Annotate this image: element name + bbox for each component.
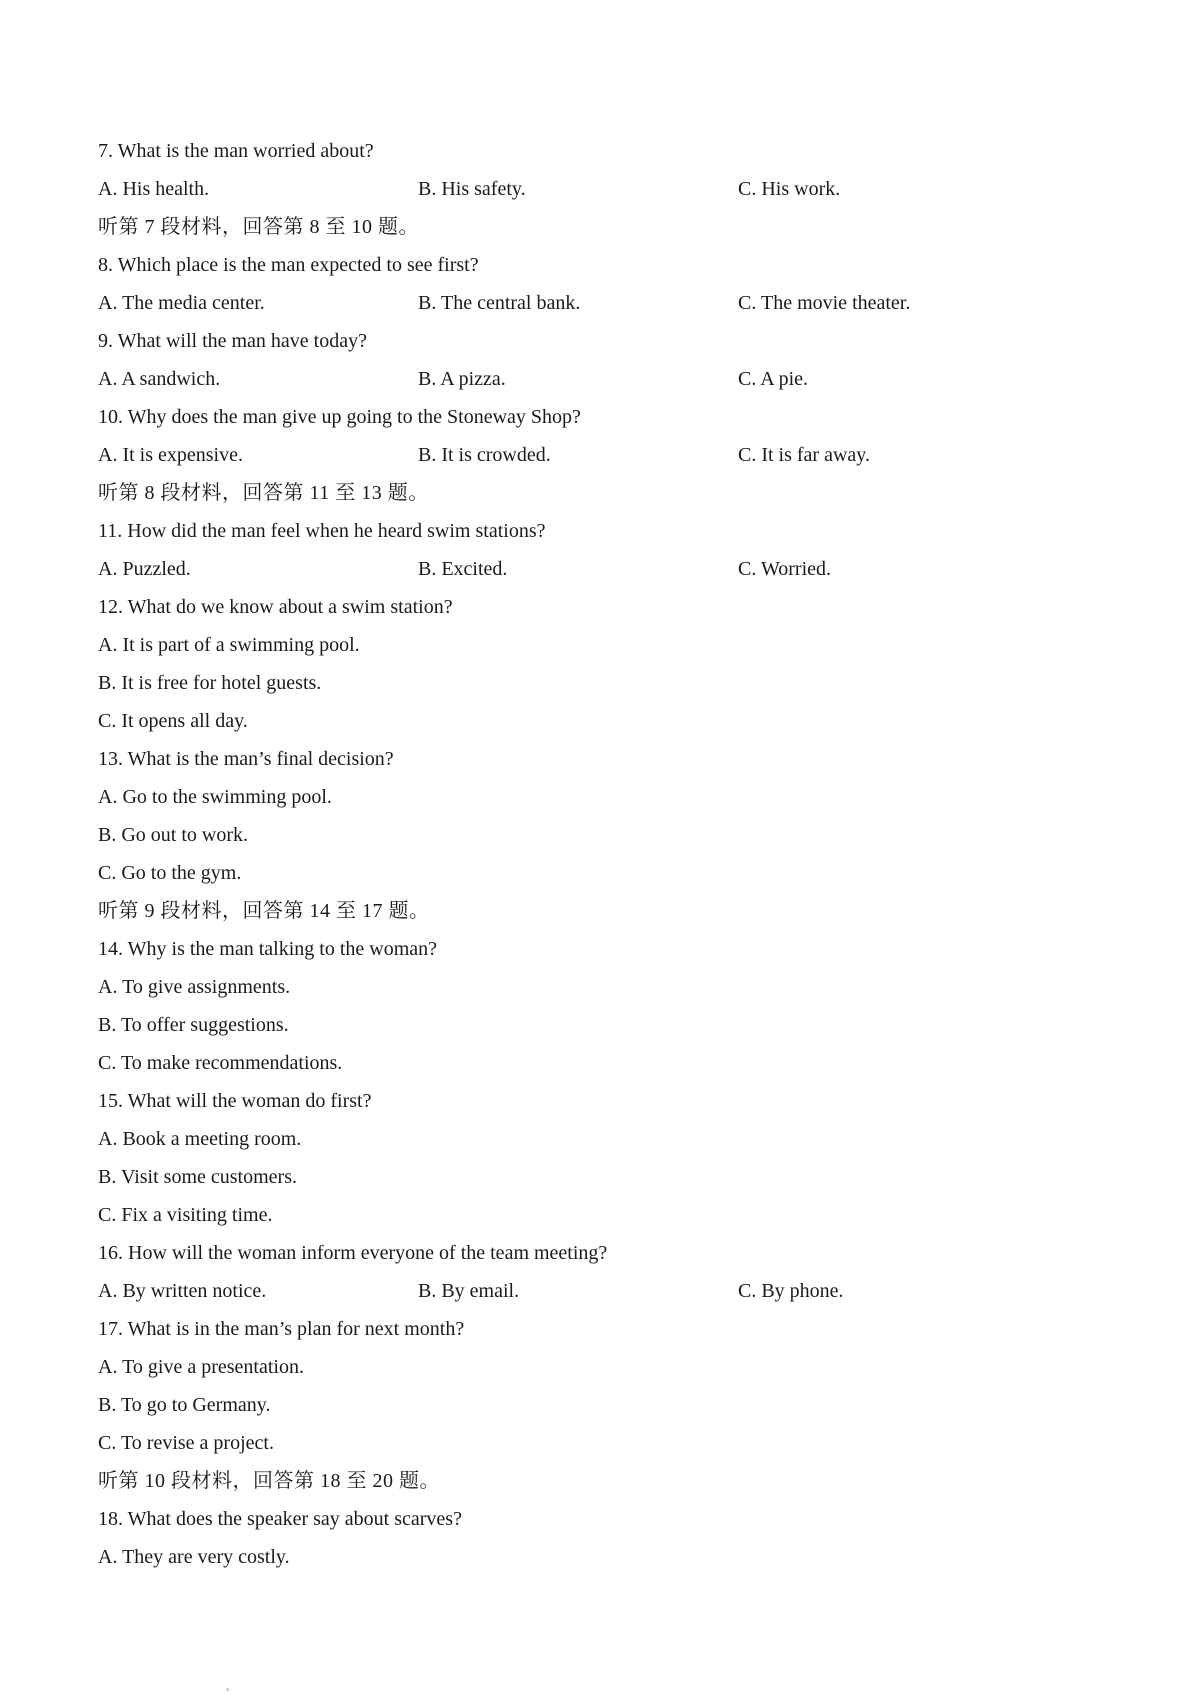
section-instruction: 听第 10 段材料，回答第 18 至 20 题。	[98, 1470, 440, 1492]
section-instruction: 听第 8 段材料，回答第 11 至 13 题。	[98, 482, 429, 504]
answer-option: B. Go out to work.	[98, 824, 248, 846]
options-row	[98, 1272, 1108, 1310]
question-text: 10. Why does the man give up going to the Stoneway Shop?	[98, 406, 581, 428]
question-text: 14. Why is the man talking to the woman?	[98, 938, 438, 960]
answer-option: A. They are very costly.	[98, 1546, 290, 1568]
answer-option: A. It is expensive.	[98, 444, 243, 466]
answer-option: C. A pie.	[738, 368, 809, 390]
question-text: 11. How did the man feel when he heard swim stations?	[98, 520, 546, 542]
answer-option: C. It is far away.	[738, 444, 870, 466]
section-instruction: 听第 7 段材料，回答第 8 至 10 题。	[98, 216, 419, 238]
question-text: 13. What is the man’s final decision?	[98, 748, 394, 770]
answer-option: A. Book a meeting room.	[98, 1128, 302, 1150]
answer-option: A. The media center.	[98, 292, 265, 314]
answer-option: A. His health.	[98, 178, 210, 200]
answer-option: B. Excited.	[418, 558, 508, 580]
answer-option: B. By email.	[418, 1280, 520, 1302]
answer-option: C. The movie theater.	[738, 292, 911, 314]
answer-option: B. His safety.	[418, 178, 526, 200]
answer-option: C. Go to the gym.	[98, 862, 242, 884]
options-row	[98, 550, 1108, 588]
answer-option: C. It opens all day.	[98, 710, 248, 732]
answer-option: B. The central bank.	[418, 292, 581, 314]
answer-option: B. To offer suggestions.	[98, 1014, 289, 1036]
question-text: 16. How will the woman inform everyone of the team meeting?	[98, 1242, 608, 1264]
question-text: 17. What is in the man’s plan for next month?	[98, 1318, 465, 1340]
answer-option: B. To go to Germany.	[98, 1394, 271, 1416]
answer-option: C. His work.	[738, 178, 841, 200]
answer-option: A. To give a presentation.	[98, 1356, 304, 1378]
answer-option: B. A pizza.	[418, 368, 506, 390]
answer-option: A. It is part of a swimming pool.	[98, 634, 360, 656]
answer-option: A. Puzzled.	[98, 558, 191, 580]
options-row	[98, 436, 1108, 474]
options-row	[98, 170, 1108, 208]
page-mark	[226, 1688, 229, 1691]
answer-option: B. It is free for hotel guests.	[98, 672, 322, 694]
question-text: 15. What will the woman do first?	[98, 1090, 372, 1112]
answer-option: C. Fix a visiting time.	[98, 1204, 273, 1226]
exam-page	[98, 132, 1108, 1576]
question-text: 12. What do we know about a swim station?	[98, 596, 453, 618]
answer-option: A. By written notice.	[98, 1280, 267, 1302]
question-text: 7. What is the man worried about?	[98, 140, 374, 162]
question-text: 9. What will the man have today?	[98, 330, 367, 352]
section-instruction: 听第 9 段材料，回答第 14 至 17 题。	[98, 900, 430, 922]
answer-option: B. Visit some customers.	[98, 1166, 297, 1188]
answer-option: C. To make recommendations.	[98, 1052, 343, 1074]
answer-option: A. A sandwich.	[98, 368, 221, 390]
answer-option: C. Worried.	[738, 558, 832, 580]
answer-option: A. To give assignments.	[98, 976, 291, 998]
answer-option: C. To revise a project.	[98, 1432, 274, 1454]
answer-option: B. It is crowded.	[418, 444, 551, 466]
answer-option: C. By phone.	[738, 1280, 844, 1302]
options-row	[98, 284, 1108, 322]
options-row	[98, 360, 1108, 398]
question-text: 18. What does the speaker say about scarves?	[98, 1508, 462, 1530]
answer-option: A. Go to the swimming pool.	[98, 786, 332, 808]
question-text: 8. Which place is the man expected to see first?	[98, 254, 479, 276]
